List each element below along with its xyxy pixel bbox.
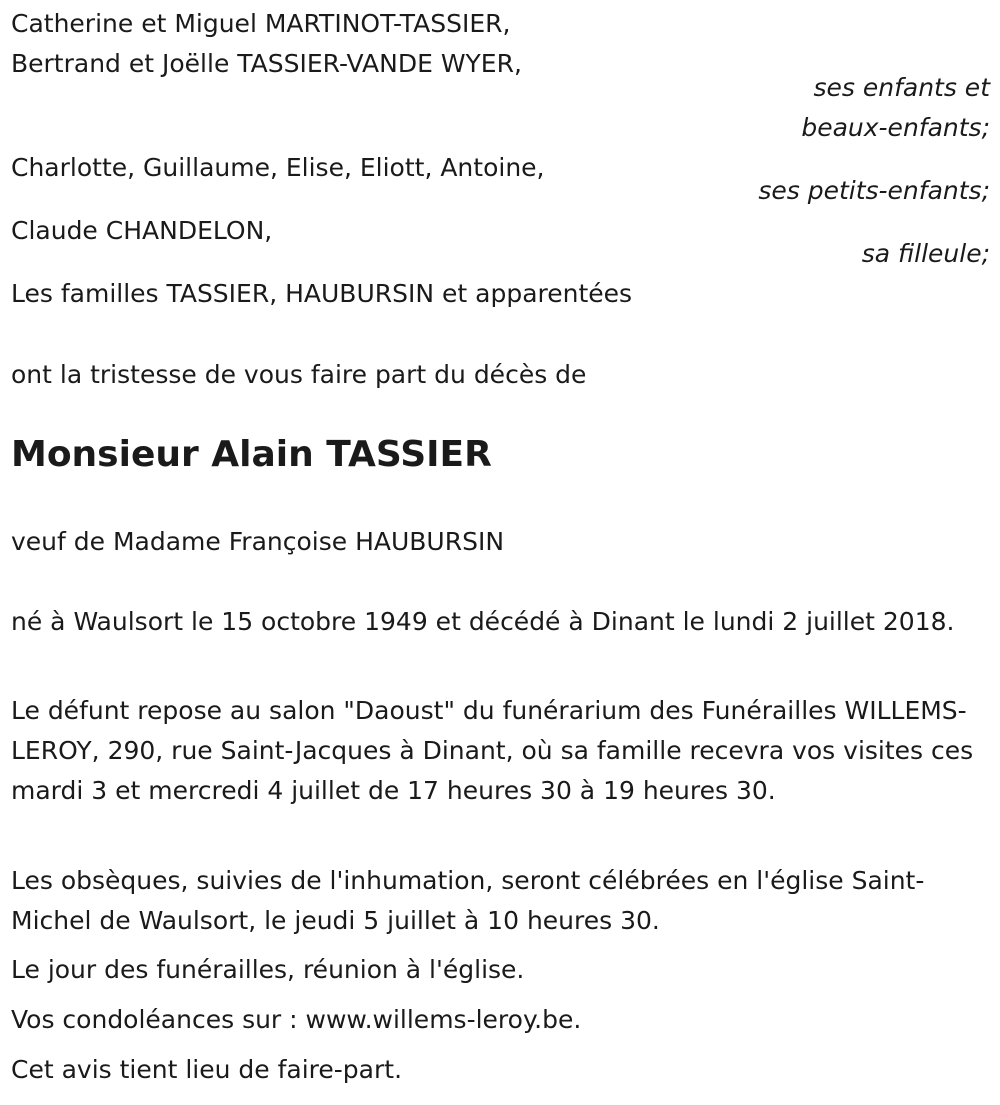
birth-death-paragraph: né à Waulsort le 15 octobre 1949 et décédé à Dinant le lundi 2 juillet 2018.: [11, 607, 955, 636]
condolences-paragraph: Vos condoléances sur : www.willems-leroy.be.: [11, 1005, 582, 1034]
family-line-1: Catherine et Miguel MARTINOT-TASSIER,: [11, 9, 511, 38]
deceased-name: Monsieur Alain TASSIER: [11, 434, 492, 475]
family-line-2: Bertrand et Joëlle TASSIER-VANDE WYER,: [11, 49, 522, 78]
grandchildren-names: Charlotte, Guillaume, Elise, Eliott, Antoine,: [11, 153, 545, 182]
role-children: ses enfants et: [813, 73, 990, 102]
visitation-paragraph: Le défunt repose au salon "Daoust" du funérarium des Funérailles WILLEMS-LEROY, 290, rue Saint-Jacques à Dinant, où sa famille recevra vos visites ces mardi 3 et mercredi 4 juillet de 17 heures 30 à 19 heures 30.: [11, 696, 974, 805]
extended-families: Les familles TASSIER, HAUBURSIN et apparentées: [11, 279, 633, 308]
role-in-laws: beaux-enfants;: [801, 113, 990, 142]
notice-paragraph: Cet avis tient lieu de faire-part.: [11, 1055, 403, 1084]
funeral-paragraph: Les obsèques, suivies de l'inhumation, seront célébrées en l'église Saint-Michel de Waulsort, le jeudi 5 juillet à 10 heures 30.: [11, 866, 925, 935]
announcement-text: ont la tristesse de vous faire part du décès de: [11, 360, 587, 389]
role-grandchildren: ses petits-enfants;: [758, 176, 990, 205]
role-goddaughter: sa filleule;: [861, 239, 990, 268]
meeting-paragraph: Le jour des funérailles, réunion à l'église.: [11, 955, 525, 984]
widower-of: veuf de Madame Françoise HAUBURSIN: [11, 527, 505, 556]
goddaughter-name: Claude CHANDELON,: [11, 216, 273, 245]
